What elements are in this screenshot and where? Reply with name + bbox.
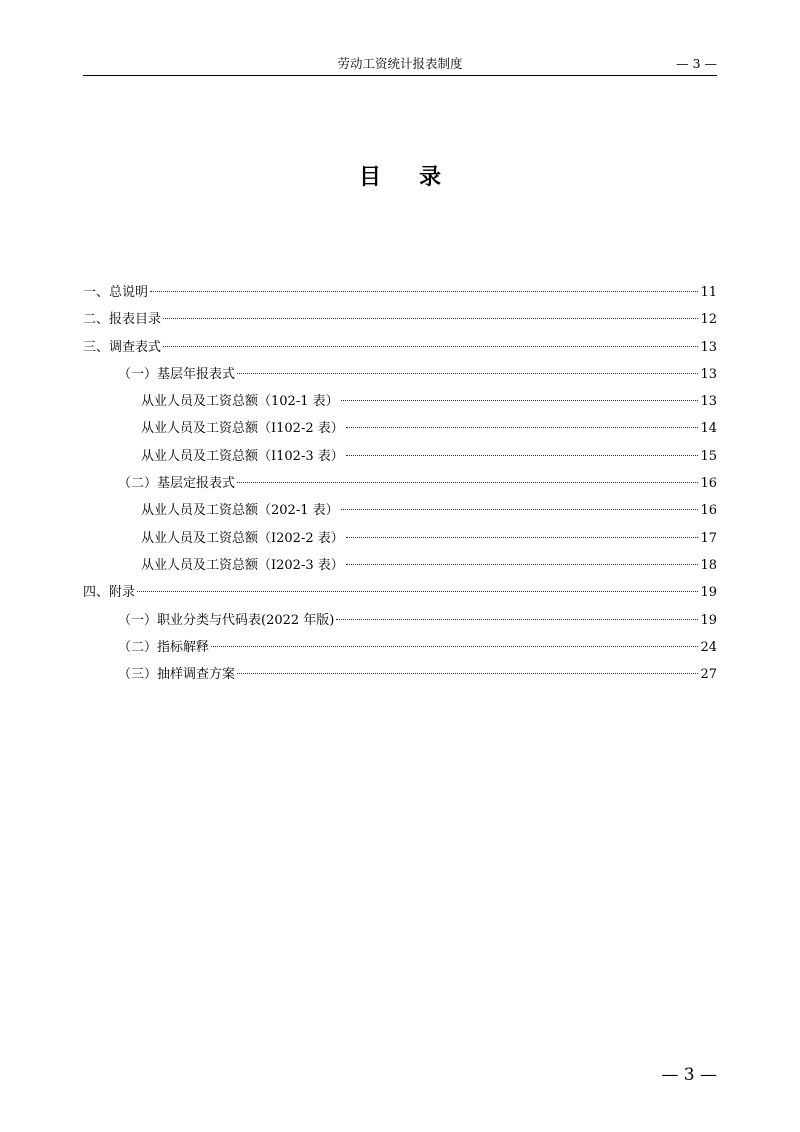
toc-leader-dots (346, 564, 699, 565)
toc-entry-page: 17 (700, 530, 717, 546)
toc-leader-dots (346, 455, 699, 456)
toc-leader-dots (341, 400, 699, 401)
header-page-number: — 3 — (676, 56, 717, 71)
toc-entry-label: （三）抽样调查方案 (118, 667, 236, 683)
toc-entry-page: 18 (700, 557, 717, 573)
toc-entry[interactable] (83, 392, 717, 419)
toc-entry[interactable] (83, 474, 717, 501)
toc-entry-page: 16 (700, 503, 717, 519)
toc-leader-dots (211, 646, 698, 647)
toc-entry-label: （一）基层年报表式 (118, 366, 236, 382)
toc-leader-dots (163, 346, 698, 347)
toc-leader-dots (336, 619, 698, 620)
toc-entry-page: 12 (700, 312, 717, 328)
toc-leader-dots (346, 427, 699, 428)
toc-leader-dots (237, 673, 698, 674)
toc-entry-label: 四、附录 (83, 585, 136, 601)
toc-entry-label: 三、调查表式 (83, 339, 162, 355)
toc-leader-dots (237, 482, 698, 483)
toc-entry[interactable] (83, 665, 717, 692)
toc-entry-page: 13 (700, 366, 717, 382)
header-rule (83, 75, 717, 76)
toc-entry-page: 14 (700, 421, 717, 437)
toc-entry-page: 27 (700, 667, 717, 683)
toc-entry-page: 15 (700, 448, 717, 464)
toc-entry-page: 19 (700, 612, 717, 628)
toc-entry[interactable] (83, 638, 717, 665)
toc-entry[interactable] (83, 501, 717, 528)
footer-page-number: — 3 — (661, 1065, 717, 1085)
toc-entry[interactable] (83, 338, 717, 365)
toc-entry-label: 从业人员及工资总额（I202-2 表） (141, 530, 344, 546)
toc-entry-label: 一、总说明 (83, 285, 149, 300)
toc-entry-page: 19 (700, 585, 717, 601)
toc-entry-label: 二、报表目录 (83, 312, 162, 328)
toc-entry-page: 13 (700, 394, 717, 410)
toc-leader-dots (346, 537, 699, 538)
toc-entry-page: 13 (700, 339, 717, 355)
toc-entry[interactable] (83, 365, 717, 392)
header-title: 劳动工资统计报表制度 (337, 56, 463, 71)
toc-leader-dots (163, 318, 698, 319)
toc-entry-label: 从业人员及工资总额（202-1 表） (141, 503, 339, 519)
toc-entry-page: 24 (700, 639, 717, 655)
toc-entry-label: 从业人员及工资总额（I102-2 表） (141, 421, 344, 437)
toc-entry-label: （一）职业分类与代码表(2022 年版) (118, 612, 335, 628)
table-of-contents (83, 283, 717, 692)
toc-title: 目录 (358, 164, 479, 190)
toc-entry-page: 11 (700, 285, 717, 300)
toc-leader-dots (237, 373, 698, 374)
toc-entry[interactable] (83, 611, 717, 638)
toc-entry[interactable] (83, 556, 717, 583)
toc-entry[interactable] (83, 447, 717, 474)
toc-entry-page: 16 (700, 476, 717, 492)
toc-entry-label: （二）基层定报表式 (118, 476, 236, 492)
toc-entry[interactable] (83, 419, 717, 446)
running-header (83, 55, 717, 73)
toc-entry-label: 从业人员及工资总额（102-1 表） (141, 394, 339, 410)
toc-entry[interactable] (83, 283, 717, 310)
toc-leader-dots (150, 291, 698, 292)
toc-entry-label: 从业人员及工资总额（I202-3 表） (141, 557, 344, 573)
toc-leader-dots (137, 591, 698, 592)
toc-entry[interactable] (83, 583, 717, 610)
toc-entry[interactable] (83, 529, 717, 556)
toc-entry-label: （二）指标解释 (118, 639, 210, 655)
toc-entry-label: 从业人员及工资总额（I102-3 表） (141, 448, 344, 464)
toc-entry[interactable] (83, 310, 717, 337)
toc-leader-dots (341, 509, 699, 510)
